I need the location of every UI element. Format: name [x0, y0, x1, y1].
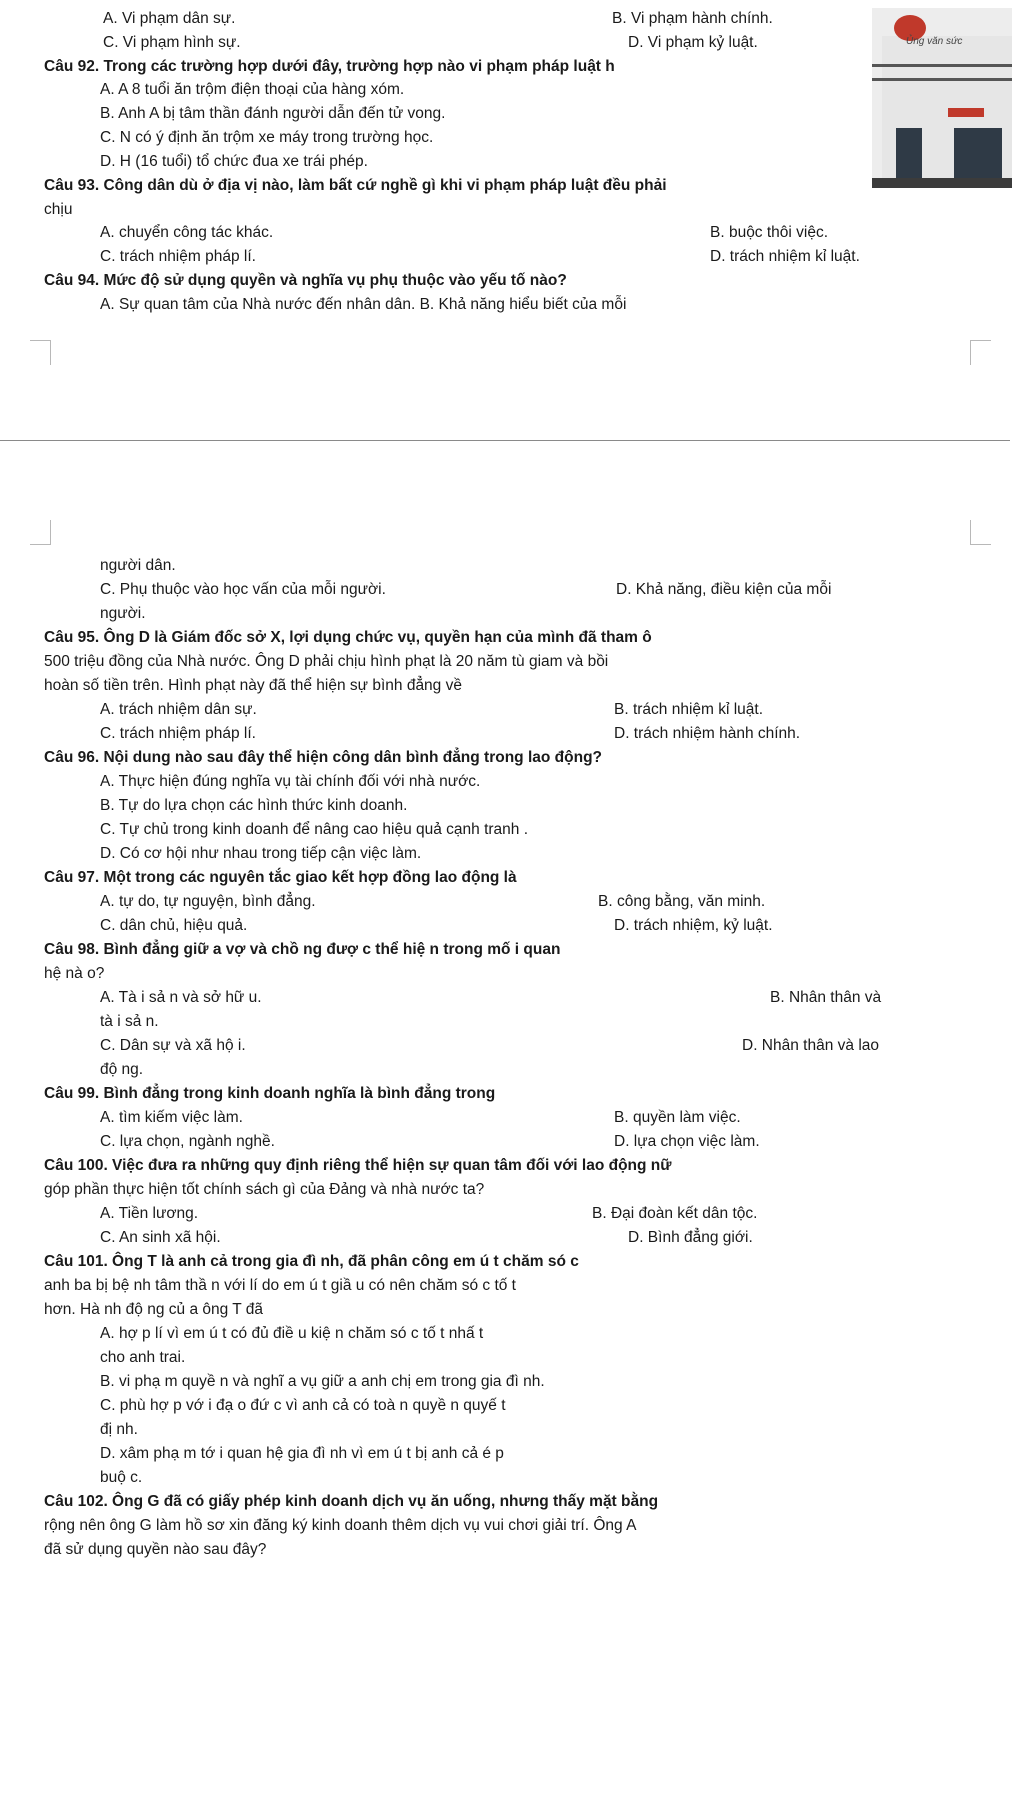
q99-option-d: D. lựa chọn việc làm.: [614, 1133, 760, 1150]
q100-stem-line1: Câu 100. Việc đưa ra những quy định riêng thể hiện sự quan tâm đối với lao động nữ: [44, 1157, 672, 1174]
q95-option-a: A. trách nhiệm dân sự.: [100, 701, 257, 718]
q101-option-c-cont: đị nh.: [100, 1421, 138, 1438]
q92-option-a: A. A 8 tuổi ăn trộm điện thoại của hàng xóm.: [100, 81, 405, 98]
q91-option-c: C. Vi phạm hình sự.: [103, 34, 241, 51]
q98-stem-line2: hệ nà o?: [44, 965, 105, 982]
q95-option-d: D. trách nhiệm hành chính.: [614, 725, 801, 742]
q93-option-d: D. trách nhiệm kỉ luật.: [710, 248, 860, 265]
q101-stem-line1: Câu 101. Ông T là anh cả trong gia đì nh, đã phân công em ú t chăm só c: [44, 1253, 579, 1270]
q97-option-c: C. dân chủ, hiệu quả.: [100, 917, 248, 934]
q100-stem-line2: góp phần thực hiện tốt chính sách gì của Đảng và nhà nước ta?: [44, 1181, 485, 1198]
q92-option-b: B. Anh A bị tâm thần đánh người dẫn đến tử vong.: [100, 105, 446, 122]
q101-option-d-cont: buộ c.: [100, 1469, 143, 1486]
q98-option-d-cont: độ ng.: [100, 1061, 144, 1078]
q96-option-b: B. Tự do lựa chọn các hình thức kinh doanh.: [100, 797, 408, 814]
q99-option-a: A. tìm kiếm việc làm.: [100, 1109, 243, 1126]
crop-mark: [970, 340, 991, 365]
q95-option-b: B. trách nhiệm kỉ luật.: [614, 701, 764, 718]
q93-option-c: C. trách nhiệm pháp lí.: [100, 248, 256, 265]
crop-mark: [970, 520, 991, 545]
q99-stem: Câu 99. Bình đẳng trong kinh doanh nghĩa là bình đẳng trong: [44, 1085, 496, 1102]
q96-option-c: C. Tự chủ trong kinh doanh để nâng cao hiệu quả cạnh tranh .: [100, 821, 529, 838]
q95-stem-line3: hoàn số tiền trên. Hình phạt này đã thể hiện sự bình đẳng về: [44, 677, 462, 694]
q98-stem-line1: Câu 98. Bình đẳng giữ a vợ và chồ ng đượ c thể hiệ n trong mố i quan: [44, 941, 561, 958]
q97-option-b: B. công bằng, văn minh.: [598, 893, 766, 910]
q94-option-d-cont: người.: [100, 605, 146, 622]
q92-option-d: D. H (16 tuổi) tổ chức đua xe trái phép.: [100, 153, 368, 170]
q101-option-c: C. phù hợ p vớ i đạ o đứ c vì anh cả có toà n quyề n quyế t: [100, 1397, 506, 1414]
q98-option-a-cont: tà i sả n.: [100, 1013, 159, 1030]
q92-option-c: C. N có ý định ăn trộm xe máy trong trường học.: [100, 129, 434, 146]
photo-sign: Ủng văn sức: [906, 36, 963, 47]
page-divider: [0, 440, 1010, 441]
q101-option-a-cont: cho anh trai.: [100, 1349, 186, 1366]
q98-option-a: A. Tà i sả n và sở hữ u.: [100, 989, 262, 1006]
q99-option-c: C. lựa chọn, ngành nghề.: [100, 1133, 275, 1150]
q94-option-d: D. Khả năng, điều kiện của mỗi: [616, 581, 832, 598]
q102-stem-line3: đã sử dụng quyền nào sau đây?: [44, 1541, 267, 1558]
q98-option-c: C. Dân sự và xã hộ i.: [100, 1037, 246, 1054]
q94-stem: Câu 94. Mức độ sử dụng quyền và nghĩa vụ phụ thuộc vào yếu tố nào?: [44, 272, 567, 289]
q100-option-c: C. An sinh xã hội.: [100, 1229, 221, 1246]
q91-option-b: B. Vi phạm hành chính.: [612, 10, 773, 27]
q94-option-ab: A. Sự quan tâm của Nhà nước đến nhân dân. B. Khả năng hiểu biết của mỗi: [100, 296, 627, 313]
q97-option-d: D. trách nhiệm, kỷ luật.: [614, 917, 773, 934]
inset-photo: [872, 8, 1012, 188]
q93-stem-line1: Câu 93. Công dân dù ở địa vị nào, làm bất cứ nghề gì khi vi phạm pháp luật đều phải: [44, 177, 667, 194]
q92-stem: Câu 92. Trong các trường hợp dưới đây, trường hợp nào vi phạm pháp luật h: [44, 58, 615, 75]
q100-option-a: A. Tiền lương.: [100, 1205, 199, 1222]
q97-stem: Câu 97. Một trong các nguyên tắc giao kết hợp đồng lao động là: [44, 869, 517, 886]
q101-option-b: B. vi phạ m quyề n và nghĩ a vụ giữ a anh chị em trong gia đì nh.: [100, 1373, 545, 1390]
q102-stem-line1: Câu 102. Ông G đã có giấy phép kinh doanh dịch vụ ăn uống, nhưng thấy mặt bằng: [44, 1493, 659, 1510]
q98-option-b: B. Nhân thân và: [770, 989, 882, 1006]
q99-option-b: B. quyền làm việc.: [614, 1109, 741, 1126]
q94-option-c: C. Phụ thuộc vào học vấn của mỗi người.: [100, 581, 386, 598]
q102-stem-line2: rộng nên ông G làm hồ sơ xin đăng ký kinh doanh thêm dịch vụ vui chơi giải trí. Ông A: [44, 1517, 637, 1534]
q96-option-d: D. Có cơ hội như nhau trong tiếp cận việc làm.: [100, 845, 422, 862]
q95-stem-line2: 500 triệu đồng của Nhà nước. Ông D phải chịu hình phạt là 20 năm tù giam và bồi: [44, 653, 609, 670]
q95-option-c: C. trách nhiệm pháp lí.: [100, 725, 256, 742]
q91-option-a: A. Vi phạm dân sự.: [103, 10, 236, 27]
q93-option-a: A. chuyển công tác khác.: [100, 224, 274, 241]
q101-option-d: D. xâm phạ m tớ i quan hệ gia đì nh vì em ú t bị anh cả é p: [100, 1445, 504, 1462]
q97-option-a: A. tự do, tự nguyện, bình đẳng.: [100, 893, 316, 910]
q96-stem: Câu 96. Nội dung nào sau đây thể hiện công dân bình đẳng trong lao động?: [44, 749, 602, 766]
q101-option-a: A. hợ p lí vì em ú t có đủ điề u kiệ n chăm só c tố t nhấ t: [100, 1325, 484, 1342]
crop-mark: [30, 340, 51, 365]
crop-mark: [30, 520, 51, 545]
q93-option-b: B. buộc thôi việc.: [710, 224, 829, 241]
q93-stem-line2: chịu: [44, 201, 73, 218]
q101-stem-line2: anh ba bị bệ nh tâm thầ n với lí do em ú t giầ u có nên chăm só c tố t: [44, 1277, 516, 1294]
q100-option-d: D. Bình đẳng giới.: [628, 1229, 753, 1246]
q91-option-d: D. Vi phạm kỷ luật.: [628, 34, 758, 51]
q95-stem-line1: Câu 95. Ông D là Giám đốc sở X, lợi dụng chức vụ, quyền hạn của mình đã tham ô: [44, 629, 652, 646]
q96-option-a: A. Thực hiện đúng nghĩa vụ tài chính đối với nhà nước.: [100, 773, 481, 790]
q98-option-d: D. Nhân thân và lao: [742, 1037, 880, 1054]
q100-option-b: B. Đại đoàn kết dân tộc.: [592, 1205, 758, 1222]
q94-option-b-cont: người dân.: [100, 557, 176, 574]
q101-stem-line3: hơn. Hà nh độ ng củ a ông T đã: [44, 1301, 264, 1318]
